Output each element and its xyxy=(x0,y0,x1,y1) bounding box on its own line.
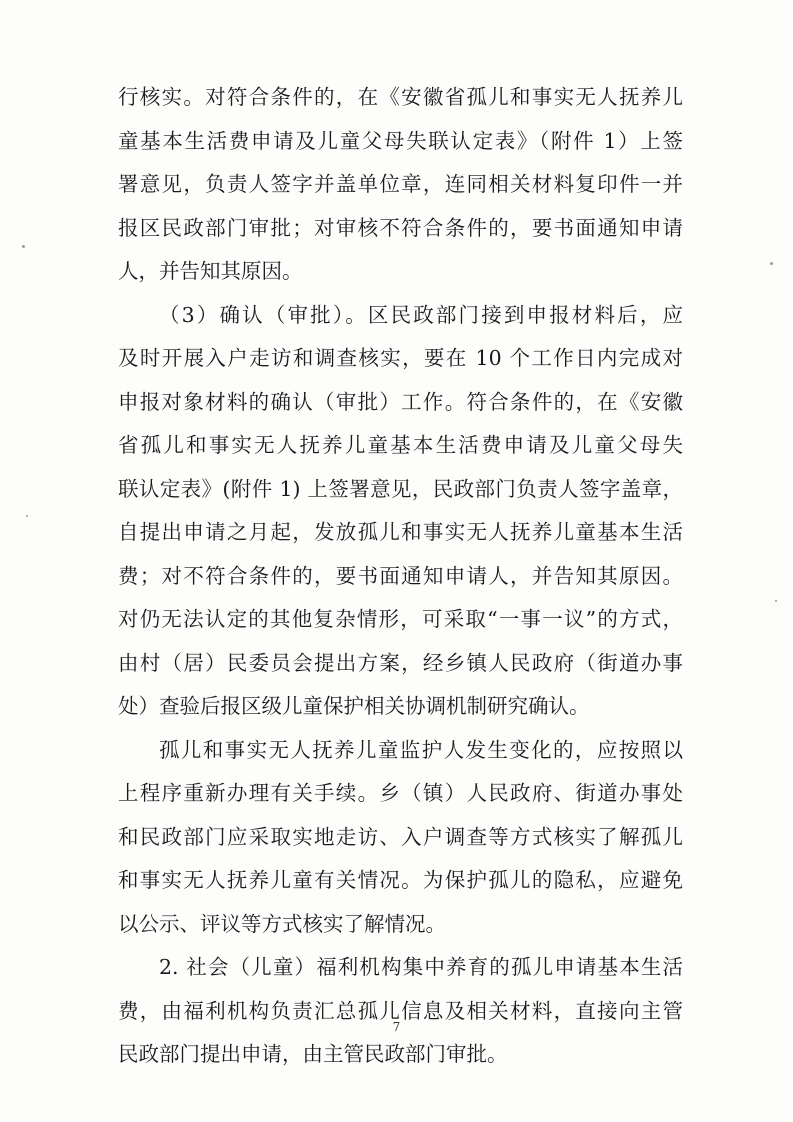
text-line-2: 童基本生活费申请及儿童父母失联认定表》（附件 1）上签 xyxy=(118,128,683,153)
text-line-7: 及时开展入户走访和调查核实，要在 10 个工作日内完成对 xyxy=(118,346,683,370)
text-line-21: 2. 社会（儿童）福利机构集中养育的孤儿申请基本生活 xyxy=(159,955,683,979)
text-line-22: 费，由福利机构负责汇总孤儿信息及相关材料，直接向主管 xyxy=(118,998,683,1023)
text-line-4: 报区民政部门审批；对审核不符合条件的，要书面通知申请 xyxy=(118,215,683,240)
text-line-16: 孤儿和事实无人抚养儿童监护人发生变化的，应按照以 xyxy=(159,737,683,762)
text-line-15: 处）查验后报区级儿童保护相关协调机制研究确认。 xyxy=(118,694,590,718)
document-body xyxy=(118,76,683,1077)
text-line-3: 署意见，负责人签字并盖单位章，连同相关材料复印件一并 xyxy=(118,172,683,196)
text-line-9: 省孤儿和事实无人抚养儿童基本生活费申请及儿童父母失 xyxy=(118,433,683,457)
page-number: 7 xyxy=(392,1020,401,1034)
text-line-12: 费；对不符合条件的，要书面通知申请人，并告知其原因。 xyxy=(118,563,683,588)
text-line-8: 申报对象材料的确认（审批）工作。符合条件的，在《安徽 xyxy=(118,389,683,414)
text-line-6: （3）确认（审批）。区民政部门接到申报材料后，应 xyxy=(159,302,683,327)
text-line-14: 由村（居）民委员会提出方案，经乡镇人民政府（街道办事 xyxy=(118,650,683,675)
text-line-5: 人，并告知其原因。 xyxy=(118,259,303,283)
scan-speck xyxy=(22,245,25,248)
scan-speck xyxy=(775,600,777,602)
scan-speck xyxy=(770,262,773,265)
text-line-1: 行核实。对符合条件的，在《安徽省孤儿和事实无人抚养儿 xyxy=(118,85,683,109)
text-line-23: 民政部门提出申请，由主管民政部门审批。 xyxy=(118,1042,508,1066)
text-line-19: 和事实无人抚养儿童有关情况。为保护孤儿的隐私，应避免 xyxy=(118,868,683,892)
text-line-20: 以公示、评议等方式核实了解情况。 xyxy=(118,911,446,936)
text-line-18: 和民政部门应采取实地走访、入户调查等方式核实了解孤儿 xyxy=(118,824,683,849)
text-line-11: 自提出申请之月起，发放孤儿和事实无人抚养儿童基本生活 xyxy=(118,520,683,544)
scan-speck xyxy=(26,515,28,517)
text-line-10: 联认定表》(附件 1) 上签署意见，民政部门负责人签字盖章， xyxy=(118,476,683,501)
text-line-13: 对仍无法认定的其他复杂情形，可采取“一事一议”的方式， xyxy=(118,607,683,631)
text-line-17: 上程序重新办理有关手续。乡（镇）人民政府、街道办事处 xyxy=(118,781,683,805)
